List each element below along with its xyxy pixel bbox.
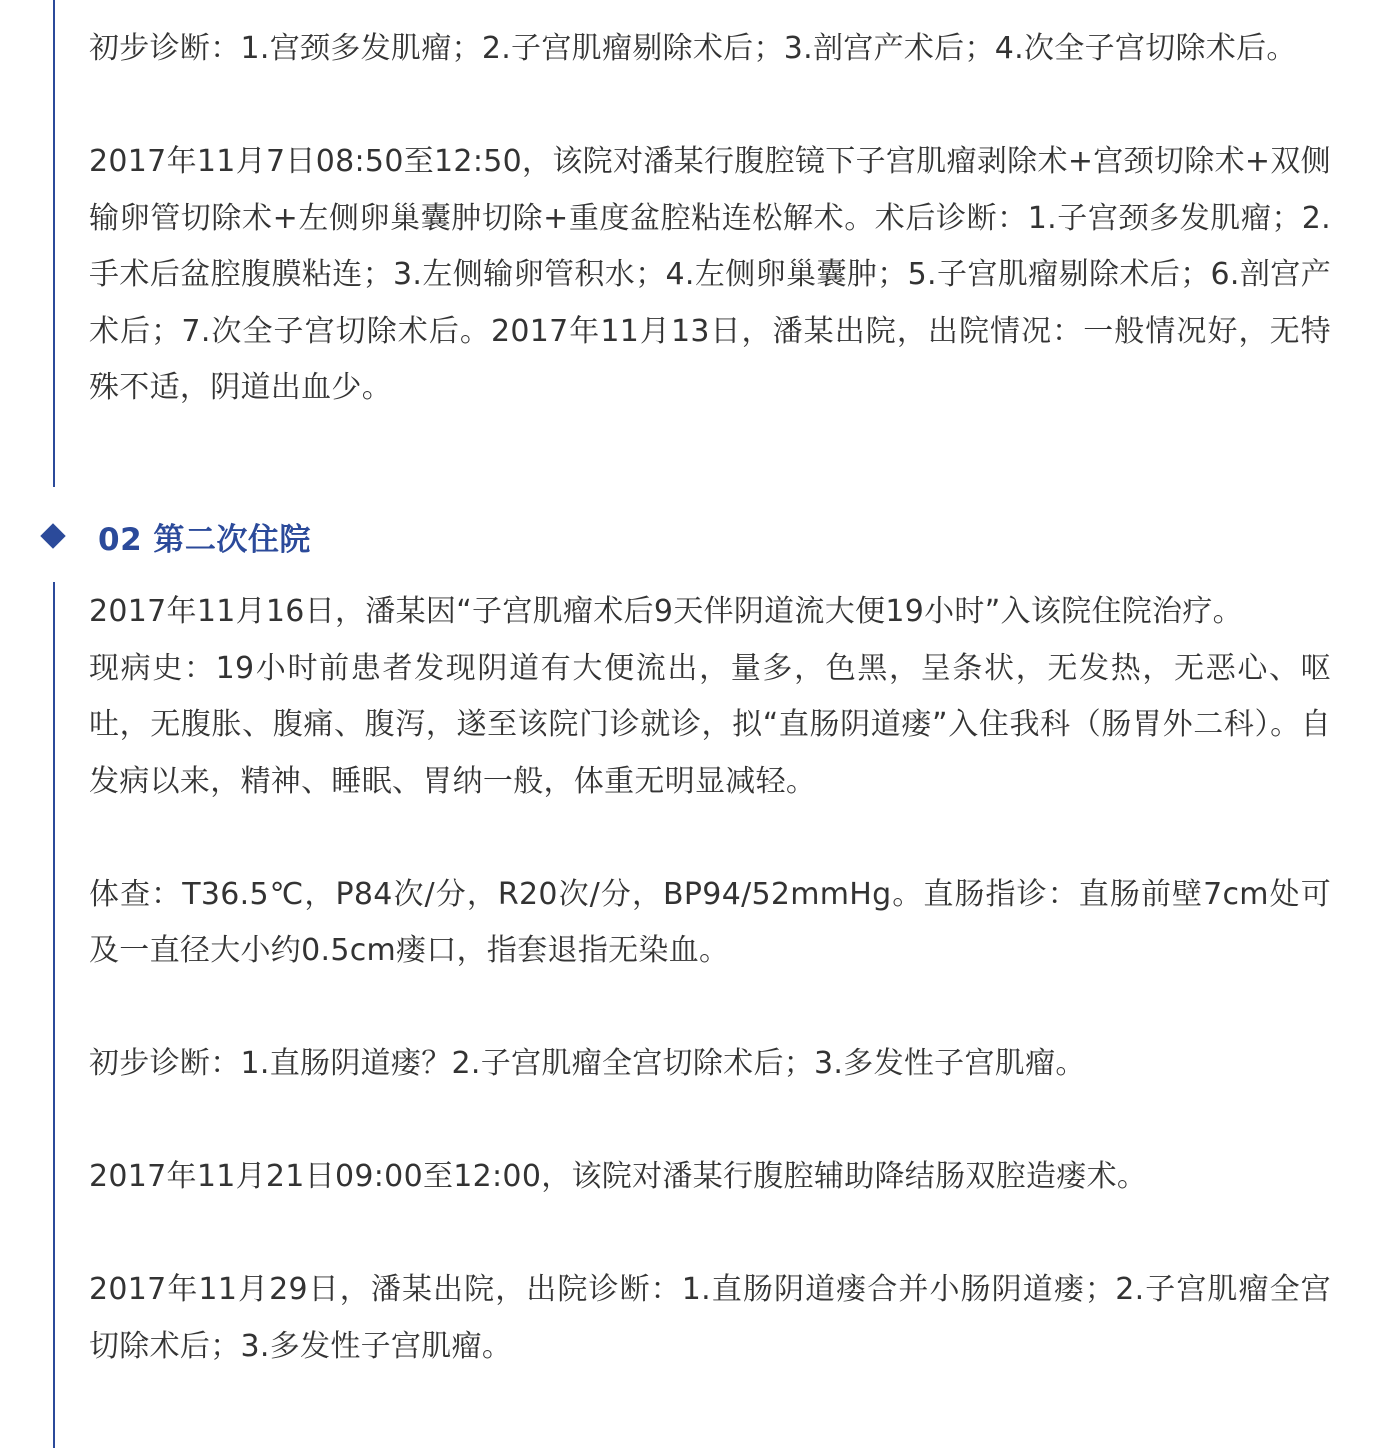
first-admission-text (89, 21, 1331, 417)
surgery-record: 2017年11月7日08:50至12:50，该院对潘某行腹腔镜下子宫肌瘤剥除术+宫颈切除术+双侧输卵管切除术+左侧卵巢囊肿切除+重度盆腔粘连松解术。术后诊断：1.子宫颈多发肌瘤；2.手术后盆腔腹膜粘连；3.左侧输卵管积水；4.左侧卵巢囊肿；5.子宫肌瘤剔除术后；6.剖宫产术后；7.次全子宫切除术后。2017年11月13日，潘某出院，出院情况：一般情况好，无特殊不适，阴道出血少。 (89, 144, 1331, 405)
admission-paragraph: 2017年11月16日，潘某因“子宫肌瘤术后9天伴阴道流大便19小时”入该院住院治疗。 (89, 594, 1243, 629)
left-border-line (53, 0, 55, 487)
section-title: 02 第二次住院 (98, 521, 311, 558)
second-admission-text (89, 584, 1331, 1375)
preliminary-diagnosis: 初步诊断：1.宫颈多发肌瘤；2.子宫肌瘤剔除术后；3.剖宫产术后；4.次全子宫切除术后。 (89, 31, 1297, 66)
paragraph-gap (89, 1206, 1331, 1263)
paragraph-gap (89, 1093, 1331, 1150)
surgery-paragraph: 2017年11月21日09:00至12:00，该院对潘某行腹腔辅助降结肠双腔造瘘术。 (89, 1159, 1148, 1194)
paragraph-gap (89, 980, 1331, 1037)
left-border-line (53, 582, 55, 1448)
section-heading (40, 511, 311, 561)
exam-paragraph: 体查：T36.5℃，P84次/分，R20次/分，BP94/52mmHg。直肠指诊：直肠前壁7cm处可及一直径大小约0.5cm瘘口，指套退指无染血。 (89, 876, 1331, 968)
discharge-paragraph: 2017年11月29日，潘某出院，出院诊断：1.直肠阴道瘘合并小肠阴道瘘；2.子宫肌瘤全宫切除术后；3.多发性子宫肌瘤。 (89, 1272, 1331, 1364)
diamond-icon (40, 523, 65, 548)
paragraph-gap (89, 810, 1331, 867)
history-paragraph: 现病史：19小时前患者发现阴道有大便流出，量多，色黑，呈条状，无发热，无恶心、呕吐，无腹胀、腹痛、腹泻，遂至该院门诊就诊，拟“直肠阴道瘘”入住我科（肠胃外二科）。自发病以来，精神、睡眠、胃纳一般，体重无明显减轻。 (89, 650, 1331, 799)
diagnosis-paragraph: 初步诊断：1.直肠阴道瘘？2.子宫肌瘤全宫切除术后；3.多发性子宫肌瘤。 (89, 1046, 1086, 1081)
paragraph-gap (89, 78, 1331, 135)
